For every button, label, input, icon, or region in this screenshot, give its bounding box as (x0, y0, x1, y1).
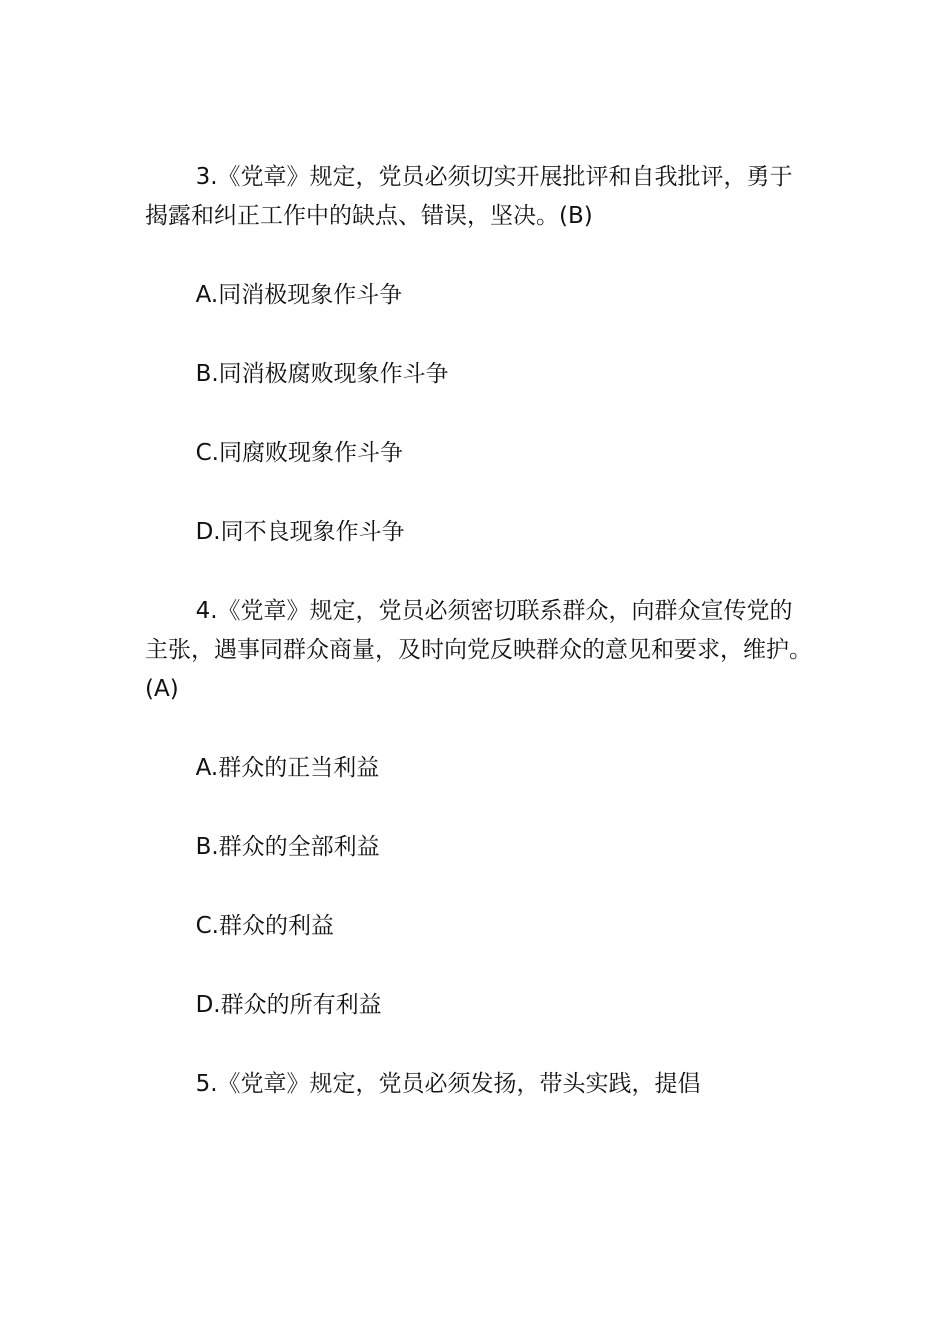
question-4-option-a: A.群众的正当利益 (195, 755, 380, 781)
question-3-option-d: D.同不良现象作斗争 (195, 519, 405, 545)
question-4: 4.《党章》规定，党员必须密切联系群众，向群众宣传党的主张，遇事同群众商量，及时向党反映群众的意见和要求，维护。(A) (145, 598, 812, 702)
question-4-option-d: D.群众的所有利益 (195, 992, 382, 1018)
question-3-option-b: B.同消极腐败现象作斗争 (195, 361, 449, 387)
question-4-option-c: C.群众的利益 (195, 913, 334, 939)
document-body (145, 158, 815, 1144)
question-4-option-b: B.群众的全部利益 (195, 834, 380, 860)
question-3-option-c: C.同腐败现象作斗争 (195, 440, 403, 466)
question-3: 3.《党章》规定，党员必须切实开展批评和自我批评，勇于揭露和纠正工作中的缺点、错误，坚决。(B) (145, 164, 793, 229)
question-5: 5.《党章》规定，党员必须发扬，带头实践，提倡 (195, 1071, 701, 1097)
question-3-option-a: A.同消极现象作斗争 (195, 282, 403, 308)
